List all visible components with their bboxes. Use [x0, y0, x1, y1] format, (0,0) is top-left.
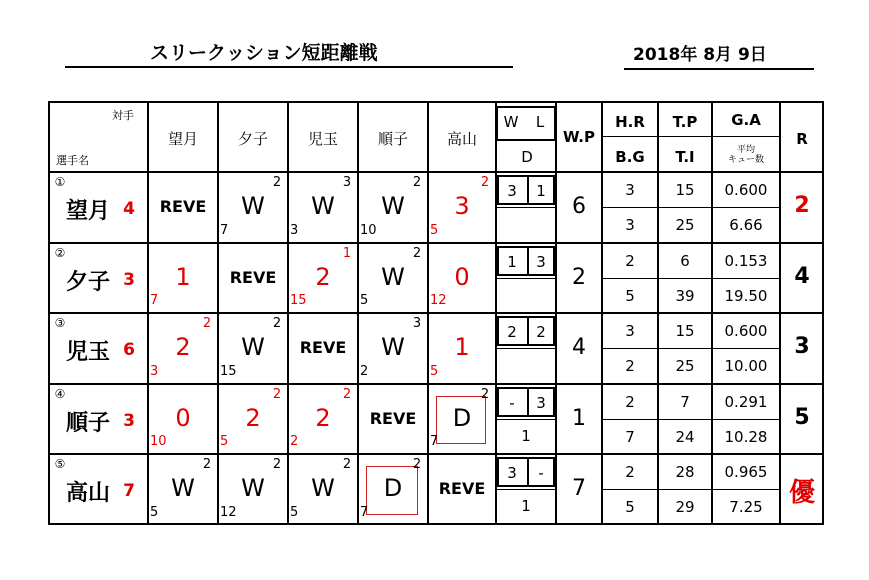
win-count: 1 [507, 252, 517, 271]
grid-wl-mid [496, 207, 556, 208]
match-points: 2 [412, 245, 422, 261]
col-header-kodama: 児玉 [307, 130, 338, 148]
match-result: 0 [454, 262, 470, 291]
grid-hline [48, 171, 824, 173]
win-count: 3 [507, 464, 517, 482]
total-innings: 29 [675, 498, 695, 517]
match-innings: 7 [150, 293, 159, 308]
average-cues: 10.00 [724, 357, 768, 376]
col-header-l: L [535, 113, 545, 131]
match-innings: 15 [220, 363, 237, 379]
draw-count: 1 [521, 497, 531, 516]
grid-row-mid [602, 207, 780, 208]
high-run: 2 [625, 463, 635, 481]
general-average: 0.965 [724, 463, 768, 481]
match-points: 2 [202, 457, 212, 472]
match-result: D [452, 403, 472, 432]
col-header-ga-sub1: 平均 [736, 145, 755, 155]
best-game: 7 [625, 427, 635, 446]
col-header-d: D [521, 148, 533, 166]
col-header-ti: T.I [675, 148, 695, 166]
match-result: 2 [315, 403, 331, 432]
loss-count: 3 [536, 252, 546, 271]
loss-count: 1 [536, 182, 546, 200]
date-underline [624, 68, 814, 70]
grid-row-mid [602, 278, 780, 279]
total-innings: 24 [675, 427, 695, 446]
match-points: 2 [272, 316, 282, 331]
match-innings: 5 [290, 504, 299, 520]
grid-row-mid [602, 489, 780, 490]
match-innings: 10 [150, 434, 167, 449]
match-innings: 5 [430, 222, 439, 238]
corner-header-player: 選手名 [56, 154, 89, 167]
win-points: 2 [572, 264, 586, 290]
match-points: 1 [342, 245, 352, 261]
match-innings: 7 [220, 222, 229, 238]
grid-row-mid [602, 348, 780, 349]
match-result: 0 [175, 403, 191, 432]
col-header-ga: G.A [731, 111, 761, 129]
match-result: W [171, 474, 195, 502]
player-rank: 2 [794, 193, 810, 218]
draw-count: 1 [521, 426, 531, 445]
player-rank: 3 [794, 334, 810, 359]
match-innings: 15 [290, 293, 307, 308]
match-innings: 5 [430, 363, 439, 379]
match-innings: 5 [150, 504, 159, 520]
loss-count: - [538, 464, 544, 482]
win-count: - [509, 393, 515, 412]
grid-row-mid [602, 419, 780, 420]
match-innings: 2 [360, 363, 369, 379]
general-average: 0.600 [724, 181, 768, 199]
total-points: 28 [675, 463, 695, 481]
player-number: ① [54, 175, 66, 189]
match-result: W [311, 192, 335, 220]
grid-header-mid [602, 136, 780, 137]
loss-count: 2 [536, 323, 546, 341]
best-game: 3 [625, 216, 635, 235]
average-cues: 6.66 [729, 216, 763, 235]
high-run: 3 [625, 181, 635, 199]
player-number: ④ [54, 386, 66, 401]
win-points: 4 [572, 335, 586, 360]
col-header-rank: R [796, 130, 808, 148]
grid-hline [48, 312, 824, 314]
col-header-yuko: 夕子 [237, 130, 268, 148]
player-name-kodama: 児玉 [65, 340, 110, 365]
total-points: 15 [675, 181, 695, 199]
match-innings: 7 [360, 504, 369, 520]
match-result: W [381, 262, 405, 291]
grid-hline [48, 242, 824, 244]
match-result: D [383, 474, 403, 502]
player-number: ⑤ [54, 457, 66, 471]
grid-wl-mid [496, 489, 556, 490]
col-header-takayama: 高山 [446, 130, 477, 148]
match-result: 1 [454, 333, 470, 361]
match-result: W [381, 192, 405, 220]
loss-count: 3 [536, 393, 546, 412]
player-handicap: 4 [123, 199, 135, 219]
match-result: W [311, 474, 335, 502]
col-header-ga-sub2: キュー数 [727, 155, 764, 165]
match-innings: 5 [360, 293, 369, 308]
match-points: 2 [272, 175, 282, 190]
grid-wl-mid [496, 278, 556, 279]
best-game: 5 [625, 286, 635, 305]
total-innings: 39 [675, 286, 695, 305]
match-innings: 2 [290, 434, 299, 449]
match-result: 2 [175, 333, 191, 361]
match-innings: 10 [360, 222, 377, 238]
player-handicap: 3 [123, 410, 135, 431]
col-header-bg: B.G [615, 148, 645, 166]
average-cues: 7.25 [729, 498, 763, 517]
match-points: 2 [342, 457, 352, 472]
match-innings: 12 [430, 293, 447, 308]
self-match-reve: REVE [369, 408, 417, 428]
col-header-mochizuki: 望月 [167, 130, 198, 148]
self-match-reve: REVE [159, 197, 207, 216]
match-points: 3 [342, 175, 352, 190]
match-points: 2 [412, 457, 422, 472]
player-rank: 4 [794, 263, 810, 289]
player-handicap: 3 [123, 269, 135, 290]
match-result: W [241, 474, 265, 502]
player-number: ② [54, 245, 66, 260]
player-rank: 優 [788, 478, 815, 508]
player-name-junko: 順子 [65, 410, 110, 436]
player-number: ③ [54, 316, 66, 330]
best-game: 5 [625, 498, 635, 517]
match-points: 2 [480, 386, 490, 402]
player-handicap: 7 [123, 481, 135, 501]
win-count: 2 [507, 323, 517, 341]
corner-header-opponent: 対手 [112, 109, 134, 122]
grid-wl-mid [496, 348, 556, 349]
match-innings: 7 [430, 434, 439, 449]
match-points: 2 [202, 316, 212, 331]
average-cues: 19.50 [724, 286, 768, 305]
match-innings: 3 [150, 363, 159, 379]
total-innings: 25 [675, 357, 695, 376]
average-cues: 10.28 [724, 427, 768, 446]
self-match-reve: REVE [299, 338, 347, 357]
total-innings: 25 [675, 216, 695, 235]
match-points: 2 [272, 457, 282, 472]
player-rank: 5 [794, 404, 810, 430]
high-run: 2 [625, 392, 635, 411]
col-header-w: W [503, 113, 519, 131]
self-match-reve: REVE [438, 479, 486, 498]
player-name-yuko: 夕子 [65, 269, 110, 295]
total-points: 7 [680, 392, 690, 411]
best-game: 2 [625, 357, 635, 376]
title-underline [65, 66, 513, 68]
match-result: 1 [175, 262, 191, 291]
general-average: 0.291 [724, 392, 768, 411]
match-points: 2 [480, 175, 490, 190]
col-header-wp: W.P [562, 128, 595, 146]
win-points: 7 [572, 476, 586, 501]
match-points: 3 [412, 316, 422, 331]
match-result: 2 [315, 262, 331, 291]
match-innings: 12 [220, 504, 237, 520]
match-points: 2 [272, 386, 282, 402]
match-innings: 5 [220, 434, 229, 449]
event-date: 2018年 8月 9日 [633, 45, 767, 65]
player-name-mochizuki: 望月 [65, 199, 110, 224]
player-handicap: 6 [123, 340, 135, 360]
match-innings: 3 [290, 222, 299, 238]
total-points: 6 [680, 251, 690, 270]
total-points: 15 [675, 322, 695, 340]
win-count: 3 [507, 182, 517, 200]
match-points: 2 [412, 175, 422, 190]
general-average: 0.153 [724, 251, 768, 270]
match-result: W [381, 333, 405, 361]
grid-hline [48, 453, 824, 455]
high-run: 3 [625, 322, 635, 340]
win-points: 1 [572, 405, 586, 431]
col-header-junko: 順子 [377, 130, 408, 148]
grid-hline [48, 383, 824, 385]
grid-wl-mid [496, 419, 556, 420]
win-points: 6 [572, 194, 586, 219]
page-title: スリークッション短距離戦 [150, 42, 378, 64]
match-result: W [241, 192, 265, 220]
general-average: 0.600 [724, 322, 768, 340]
match-points: 2 [342, 386, 352, 402]
col-header-hr: H.R [615, 113, 645, 131]
high-run: 2 [625, 251, 635, 270]
self-match-reve: REVE [229, 267, 277, 287]
match-result: 2 [245, 403, 261, 432]
match-result: W [241, 333, 265, 361]
player-name-takayama: 高山 [65, 481, 110, 506]
col-header-tp: T.P [672, 113, 698, 131]
match-result: 3 [454, 192, 470, 220]
